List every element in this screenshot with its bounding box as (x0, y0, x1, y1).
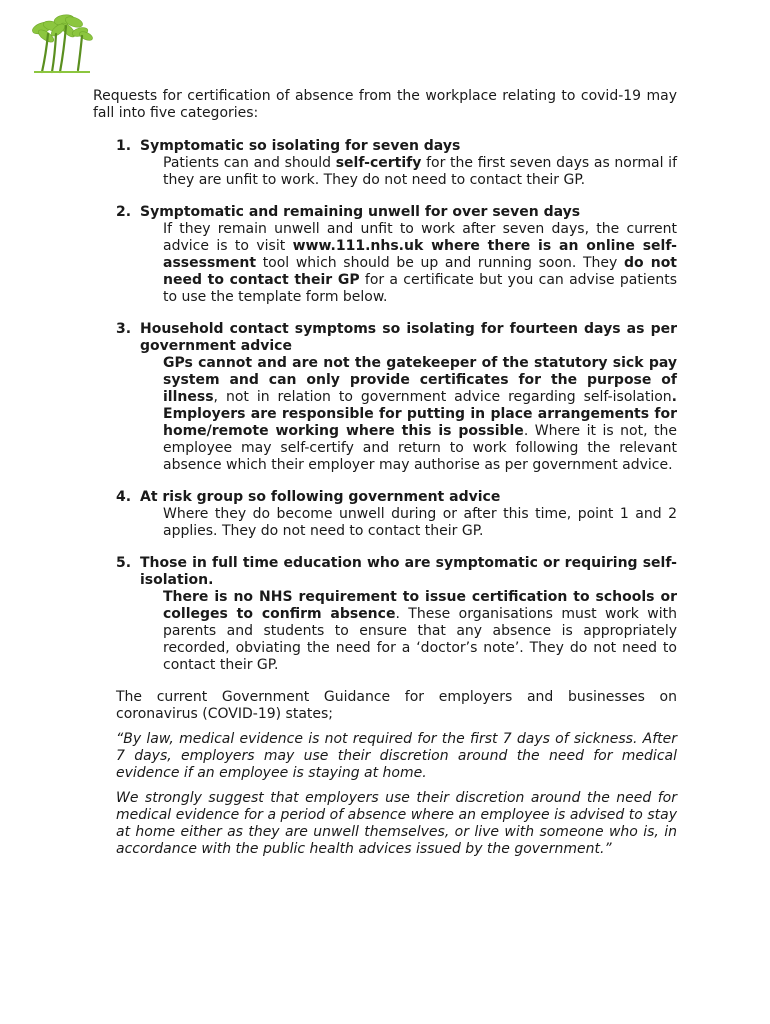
list-item (93, 138, 677, 189)
list-item (93, 321, 677, 474)
bold-text: self-certify (335, 155, 422, 171)
body-text: , not in relation to government advice regarding self-isolation (213, 389, 672, 405)
item-heading: Symptomatic so isolating for seven days (140, 138, 461, 154)
bold-text: There is no NHS requirement to issue certification to schools or colleges to confirm absence (163, 589, 677, 622)
palm-trees-icon (28, 12, 94, 78)
bold-text: GPs cannot and are not the gatekeeper of the statutory sick pay system and can only provide certificates for the purpose of illness (163, 355, 677, 405)
guidance-section (116, 689, 677, 858)
body-text: . Where it is not, the employee may self-certify and return to work following the relevant absence which their employer may authorise as per government advice. (163, 423, 677, 473)
body-text: Patients can and should (163, 155, 336, 171)
list-item (93, 555, 677, 674)
guidance-lead: The current Government Guidance for employers and businesses on coronavirus (COVID-19) states; (116, 689, 677, 722)
body-text: Where they do become unwell during or after this time, point 1 and 2 applies. They do not need to contact their GP. (163, 506, 677, 539)
body-text: If they remain unwell and unfit to work after seven days, the current advice is to visit (163, 221, 677, 254)
guidance-quote-1: “By law, medical evidence is not required for the first 7 days of sickness. After 7 days, employers may use their discretion around the need for medical evidence if an employee is staying at home. (116, 731, 677, 781)
item-body (140, 155, 677, 189)
item-heading: At risk group so following government advice (140, 489, 501, 505)
body-text: . These organisations must work with parents and students to ensure that any absence is appropriately recorded, obviating the need for a ‘doctor’s note’. They do not need to contact their GP. (163, 606, 677, 673)
bold-text: www.111.nhs.uk where there is an online self-assessment (163, 238, 677, 271)
body-text: for the first seven days as normal if they are unfit to work. They do not need to contact their GP. (163, 155, 677, 188)
item-body (140, 221, 677, 306)
body-text: tool which should be up and running soon. They (256, 255, 624, 271)
item-body (140, 506, 677, 540)
item-heading: Household contact symptoms so isolating for fourteen days as per government advice (140, 321, 677, 354)
list-item (93, 204, 677, 306)
item-number: 4. (116, 489, 132, 505)
intro-paragraph: Requests for certification of absence from the workplace relating to covid-19 may fall into five categories: (93, 88, 677, 121)
item-body (140, 589, 677, 674)
item-heading: Symptomatic and remaining unwell for over seven days (140, 204, 581, 220)
list-item (93, 489, 677, 540)
item-heading: Those in full time education who are symptomatic or requiring self-isolation. (140, 555, 677, 588)
bold-text: . Employers are responsible for putting in place arrangements for home/remote working where this is possible (163, 389, 677, 439)
document-body (93, 88, 677, 866)
guidance-quote-2: We strongly suggest that employers use their discretion around the need for medical evidence for a period of absence where an employee is advised to stay at home either as they are unwell themselves, or live with someone who is, in accordance with the public health advices issued by the government.” (116, 790, 677, 857)
category-list (93, 138, 677, 674)
item-number: 2. (116, 204, 132, 220)
body-text: for a certificate but you can advise patients to use the template form below. (163, 272, 677, 305)
item-body (140, 355, 677, 474)
item-number: 5. (116, 555, 132, 571)
item-number: 1. (116, 138, 132, 154)
bold-text: do not need to contact their GP (163, 255, 677, 288)
item-number: 3. (116, 321, 132, 337)
